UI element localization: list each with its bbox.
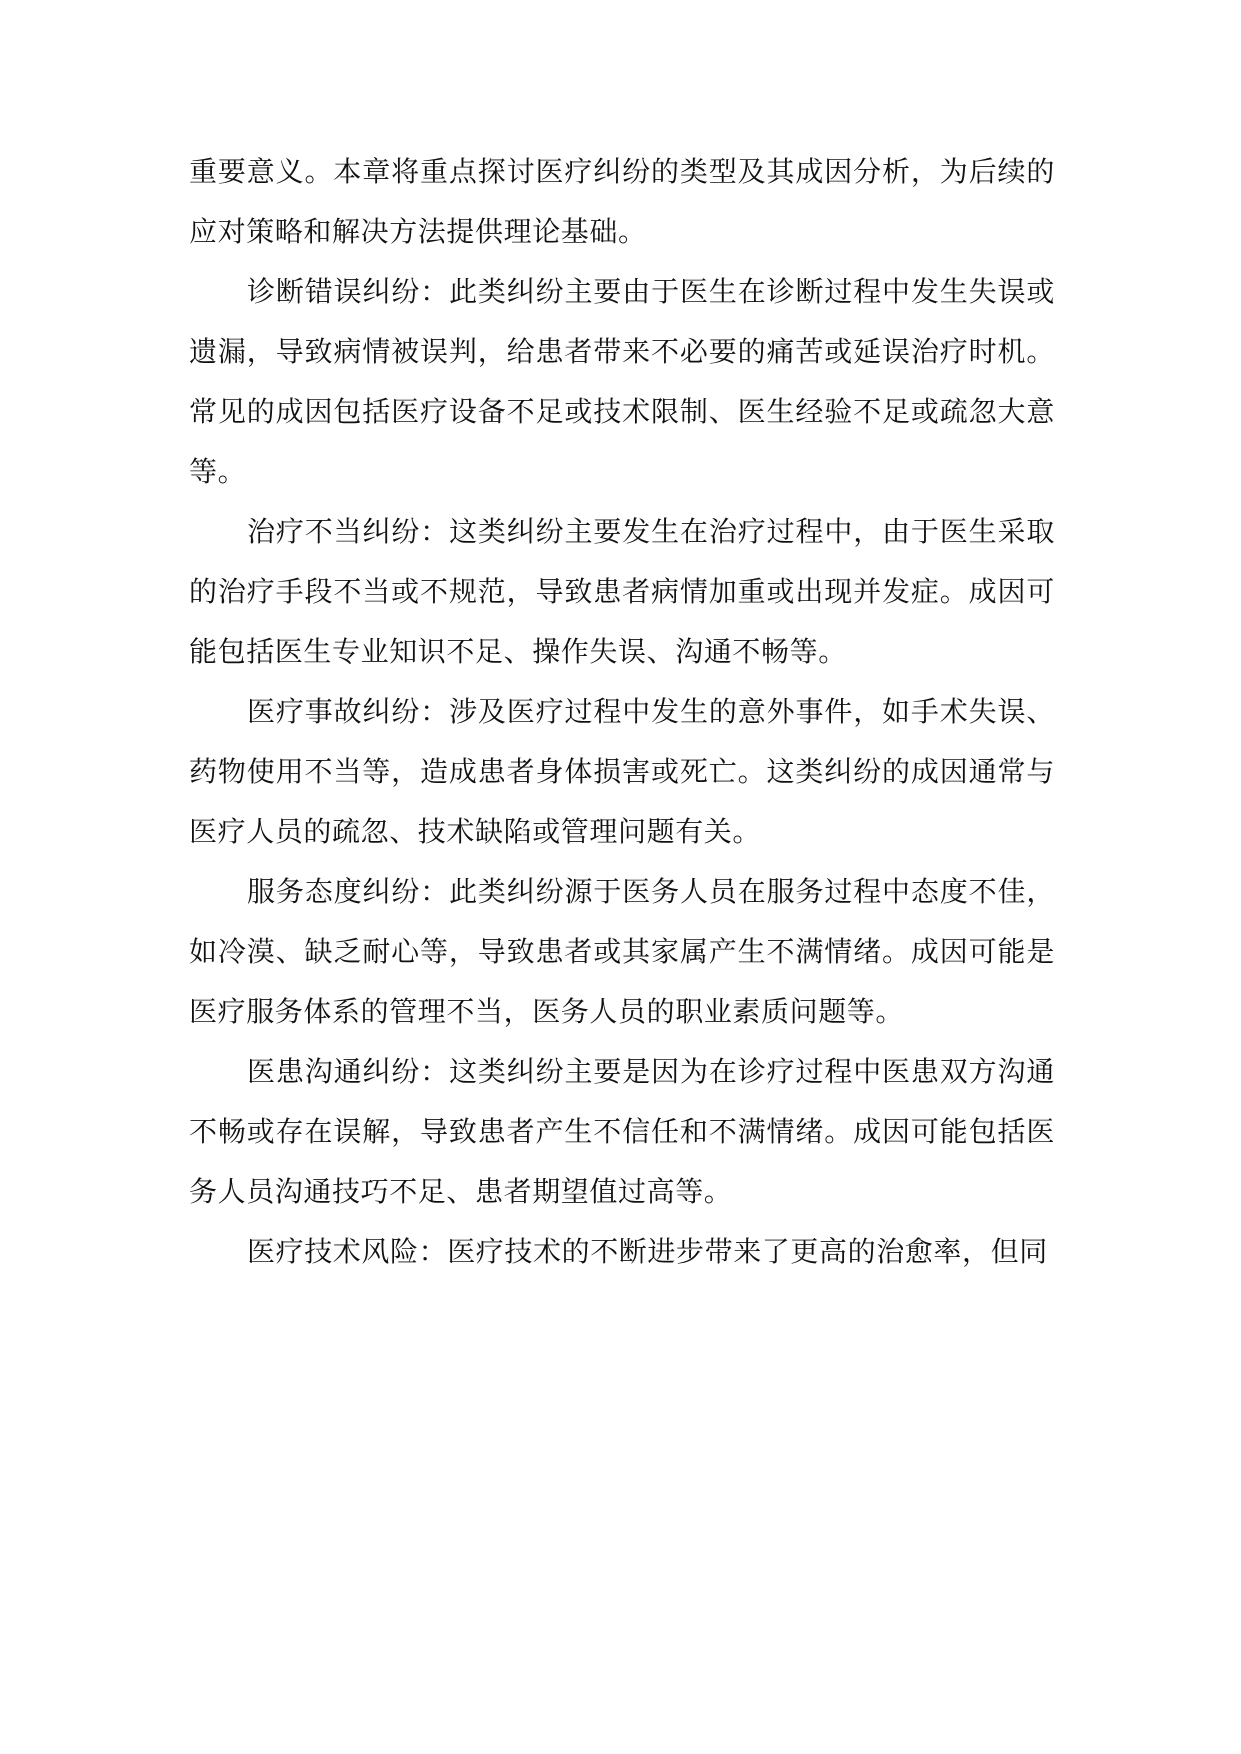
document-body [189,142,1055,1282]
paragraph-medical-accident: 医疗事故纠纷：涉及医疗过程中发生的意外事件，如手术失误、药物使用不当等，造成患者身体损害或死亡。这类纠纷的成因通常与医疗人员的疏忽、技术缺陷或管理问题有关。 [189,695,1055,848]
paragraph-service-attitude: 服务态度纠纷：此类纠纷源于医务人员在服务过程中态度不佳，如冷漠、缺乏耐心等，导致患者或其家属产生不满情绪。成因可能是医疗服务体系的管理不当，医务人员的职业素质问题等。 [189,875,1055,1028]
paragraph-improper-treatment: 治疗不当纠纷：这类纠纷主要发生在治疗过程中，由于医生采取的治疗手段不当或不规范，导致患者病情加重或出现并发症。成因可能包括医生专业知识不足、操作失误、沟通不畅等。 [189,515,1055,668]
paragraph-technical-risk: 医疗技术风险：医疗技术的不断进步带来了更高的治愈率，但同 [247,1235,1048,1268]
paragraph-diagnosis-error: 诊断错误纠纷：此类纠纷主要由于医生在诊断过程中发生失误或遗漏，导致病情被误判，给患者带来不必要的痛苦或延误治疗时机。常见的成因包括医疗设备不足或技术限制、医生经验不足或疏忽大意等。 [189,275,1055,488]
paragraph-communication: 医患沟通纠纷：这类纠纷主要是因为在诊疗过程中医患双方沟通不畅或存在误解，导致患者产生不信任和不满情绪。成因可能包括医务人员沟通技巧不足、患者期望值过高等。 [189,1055,1055,1208]
paragraph-continued: 重要意义。本章将重点探讨医疗纠纷的类型及其成因分析，为后续的应对策略和解决方法提供理论基础。 [189,155,1055,248]
